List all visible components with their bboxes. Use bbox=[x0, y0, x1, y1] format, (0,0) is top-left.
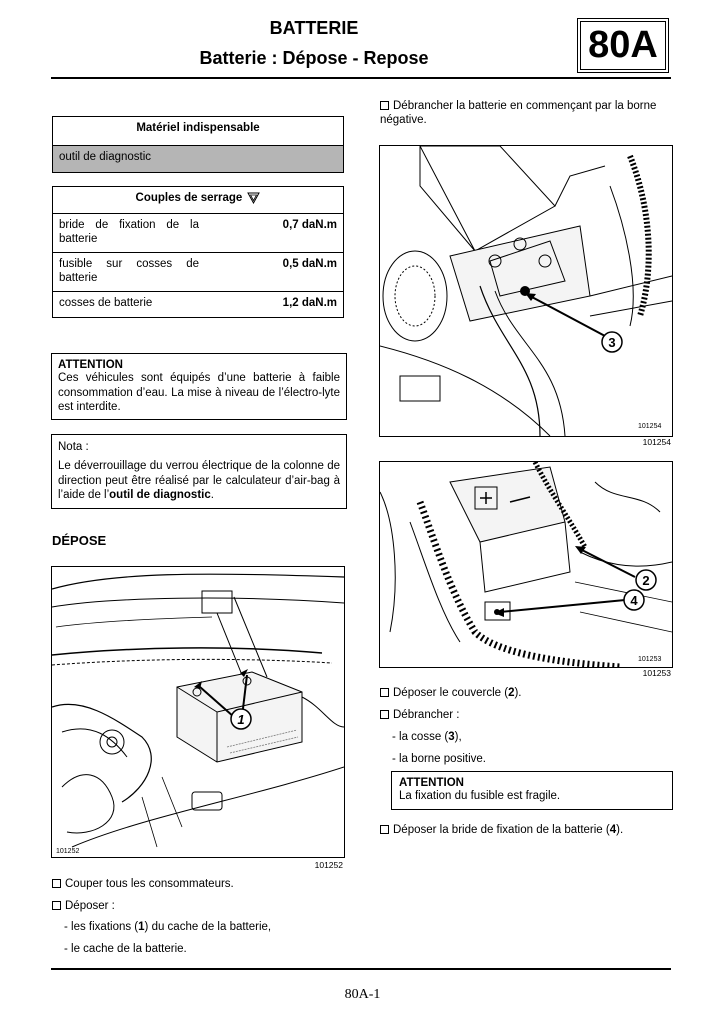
figure-reference: 101254 bbox=[642, 437, 671, 447]
footer-rule bbox=[51, 968, 671, 970]
figure-101253 bbox=[379, 461, 673, 668]
couples-table bbox=[52, 186, 344, 318]
list-item: Débrancher : bbox=[380, 708, 459, 722]
attention-text: Ces véhicules sont équipés d’une batterie à faible consommation d’eau. La mise à niveau de l’électro-lyte est interdite. bbox=[58, 372, 340, 413]
list-subitem: - le cache de la batterie. bbox=[64, 943, 187, 955]
checkbox-square-icon bbox=[52, 879, 61, 888]
attention-text: La fixation du fusible est fragile. bbox=[399, 790, 561, 802]
page-subtitle: Batterie : Dépose - Repose bbox=[199, 48, 429, 68]
callout-4: 4 bbox=[630, 593, 638, 608]
list-item: Débrancher la batterie en commençant par la borne négative. bbox=[380, 100, 657, 126]
table-row bbox=[53, 253, 344, 292]
list-item: Déposer le couvercle (2). bbox=[380, 686, 522, 700]
figure-reference: 101253 bbox=[642, 668, 671, 678]
torque-label: cosses de batterie bbox=[53, 292, 206, 318]
couples-title: Couples de serrage bbox=[135, 192, 243, 204]
torque-value: 1,2 daN.m bbox=[205, 292, 344, 318]
figure-code: 101254 bbox=[638, 423, 662, 430]
figure-code: 101253 bbox=[638, 656, 662, 663]
table-row bbox=[53, 214, 344, 253]
page-number: 80A-1 bbox=[344, 987, 381, 1002]
attention-box bbox=[391, 771, 673, 810]
torque-label: fusible sur cosses de batterie bbox=[53, 253, 206, 292]
section-badge: 80A bbox=[577, 18, 669, 73]
list-item: Couper tous les consommateurs. bbox=[52, 877, 234, 891]
table-row bbox=[53, 292, 344, 318]
attention-title: ATTENTION bbox=[58, 359, 123, 371]
torque-label: bride de fixation de la batterie bbox=[53, 214, 206, 253]
figure-101254 bbox=[379, 145, 673, 437]
section-heading-depose: DÉPOSE bbox=[52, 533, 107, 548]
callout-3: 3 bbox=[608, 335, 616, 350]
header-rule bbox=[51, 77, 671, 79]
figure-101252 bbox=[51, 566, 345, 858]
list-subitem: - la borne positive. bbox=[392, 753, 486, 765]
checkbox-square-icon bbox=[380, 825, 389, 834]
callout-2: 2 bbox=[642, 573, 650, 588]
materiel-title: Matériel indispensable bbox=[53, 117, 344, 146]
list-item: Déposer : bbox=[52, 899, 115, 913]
page-title: BATTERIE bbox=[269, 18, 359, 38]
list-item: Déposer la bride de fixation de la batterie (4). bbox=[380, 823, 623, 837]
materiel-table bbox=[52, 116, 344, 173]
callout-1: 1 bbox=[237, 712, 245, 727]
checkbox-square-icon bbox=[380, 688, 389, 697]
list-subitem: - la cosse (3), bbox=[392, 731, 462, 743]
attention-box bbox=[51, 353, 347, 420]
checkbox-square-icon bbox=[380, 101, 389, 110]
nota-box bbox=[51, 434, 347, 509]
attention-title: ATTENTION bbox=[399, 777, 464, 789]
materiel-item: outil de diagnostic bbox=[53, 146, 344, 173]
checkbox-square-icon bbox=[380, 710, 389, 719]
nota-text: Le déverrouillage du verrou électrique de la colonne de direction peut être réalisé par le calculateur d’air-bag à l’aide de l’outil de diagnostic. bbox=[58, 460, 340, 501]
list-subitem: - les fixations (1) du cache de la batterie, bbox=[64, 921, 272, 933]
nota-title: Nota : bbox=[58, 441, 89, 453]
figure-reference: 101252 bbox=[314, 860, 343, 870]
checkbox-square-icon bbox=[52, 901, 61, 910]
torque-triangle-icon bbox=[247, 192, 260, 204]
figure-code: 101252 bbox=[56, 848, 80, 855]
torque-value: 0,7 daN.m bbox=[205, 214, 344, 253]
torque-value: 0,5 daN.m bbox=[205, 253, 344, 292]
